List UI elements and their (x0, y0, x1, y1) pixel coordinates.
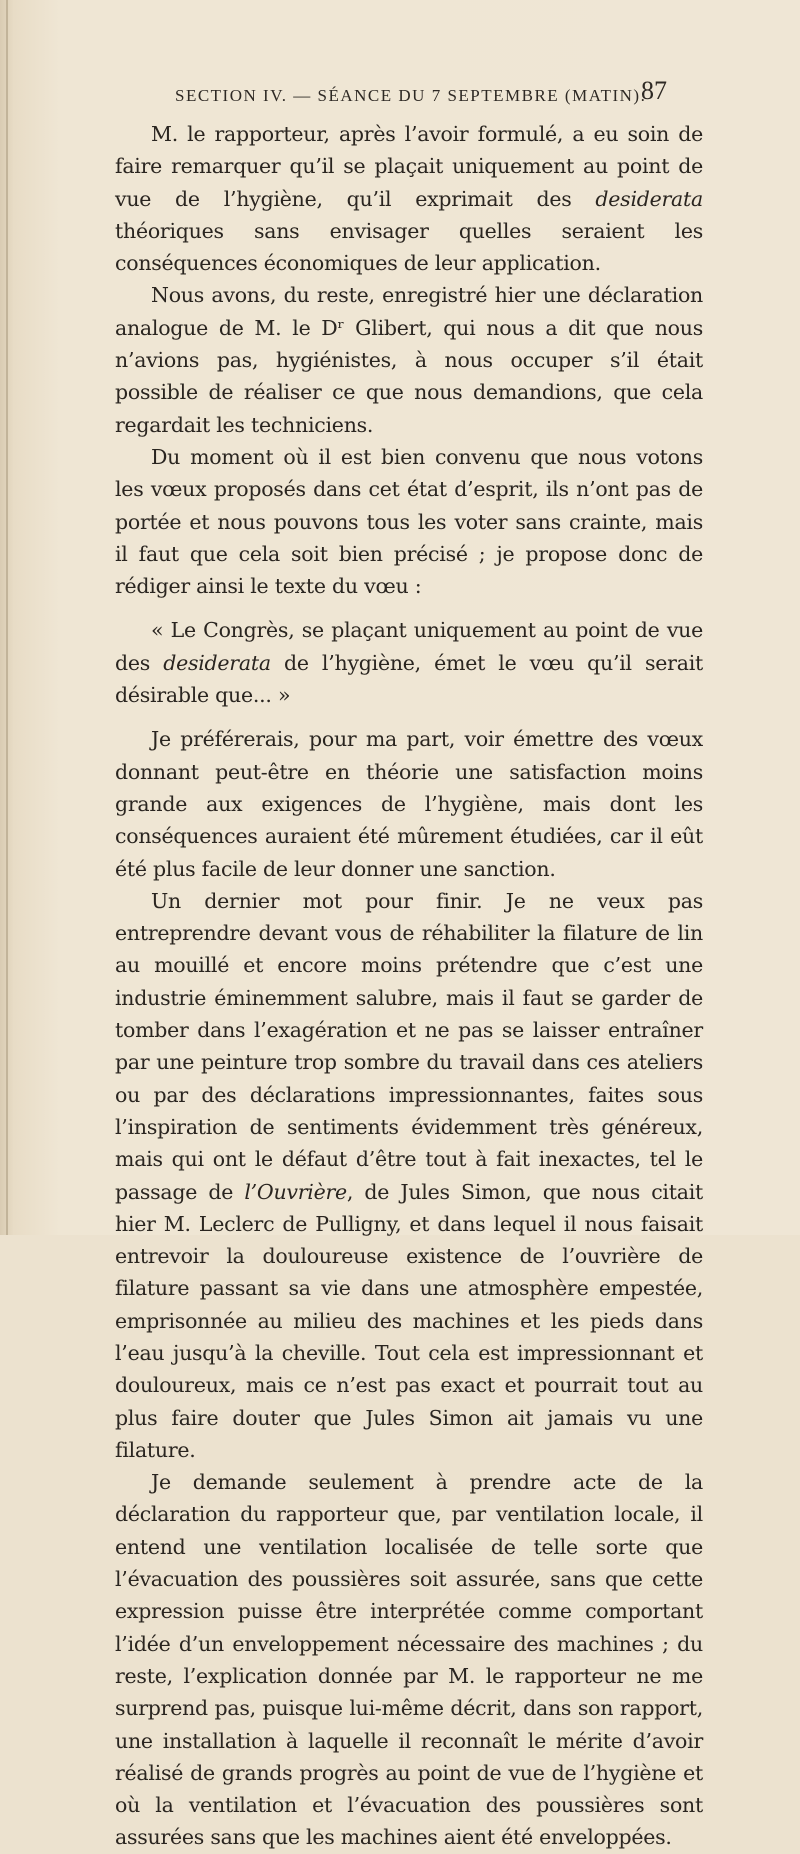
paragraph-vote: Du moment où il est bien convenu que nous votons les vœux proposés dans cet état d’esprit, ils n’ont pas de portée et nous pouvons tous les voter sans crainte, mais il faut que cela soit bien précisé ; je propose donc de rédiger ainsi le texte du vœu : (115, 444, 703, 599)
quote-text: de l’hygiène, émet le vœu qu’il serait désirable que... » (115, 650, 703, 708)
paragraph-preference: Je préférerais, pour ma part, voir émettre des vœux donnant peut-être en théorie une satisfaction moins grande aux exigences de l’hygiène, mais dont les conséquences auraient été mûrement étudiées, car il eût été plus facile de leur donner une sanction. (115, 727, 703, 881)
italic-term: desiderata (595, 186, 703, 211)
paragraph-glibert: Nous avons, du reste, enregistré hier une déclaration analogue de M. le Dʳ Glibert, qui nous a dit que nous n’avions pas, hygiénistes, à nous occuper s’il était possible de réaliser ce que nous demandions, que cela regardait les techniciens. (115, 283, 703, 437)
paragraph-ventilation: Je demande seulement à prendre acte de la déclaration du rapporteur que, par ventilation locale, il entend une ventilation localisée de telle sorte que l’évacuation des poussières soit assurée, sans que cette expression puisse être interprétée comme comportant l’idée d’un enveloppement nécessaire des machines ; du reste, l’explication donnée par M. le rapporteur ne me surprend pas, puisque lui-même décrit, dans son rapport, une installation à laquelle il reconnaît le mérite d’avoir réalisé de grands progrès au point de vue de l’hygiène et où la ventilation et l’évacuation des poussières sont assurées sans que les machines aient été enveloppées. (115, 1470, 703, 1850)
paragraph-quote (115, 614, 703, 711)
paragraph-last-word (115, 885, 703, 1466)
paragraph-text: , de Jules Simon, que nous citait hier M. Leclerc de Pulligny, et dans lequel il nous faisait entrevoir la douloureuse existence de l’ouvrière de filature passant sa vie dans une atmosphère empestée, emprisonnée au milieu des machines et les pieds dans l’eau jusqu’à la cheville. Tout cela est impressionnant et douloureux, mais ce n’est pas exact et pourrait tout au plus faire douter que Jules Simon ait jamais vu une filature. (115, 1179, 703, 1462)
paragraph-text: M. le rapporteur, après l’avoir formulé, a eu soin de faire remarquer qu’il se plaçait uniquement au point de vue de l’hygiène, qu’il exprimait des (115, 122, 703, 211)
paragraph-rapporteur (115, 118, 703, 279)
running-head: SECTION IV. — SÉANCE DU 7 SEPTEMBRE (MATIN). (175, 86, 647, 105)
body-text (115, 118, 703, 1854)
italic-title: l’Ouvrière (244, 1179, 347, 1204)
italic-term: desiderata (163, 650, 271, 675)
gutter-edge (6, 0, 8, 1235)
page-number: 87 (641, 76, 667, 105)
quote-text: « Le Congrès, se plaçant uniquement au point de vue des (115, 618, 703, 675)
paragraph-text: théoriques sans envisager quelles seraient les conséquences économiques de leur application. (115, 218, 703, 276)
paragraph-text: Un dernier mot pour finir. Je ne veux pas entreprendre devant vous de réhabiliter la filature de lin au mouillé et encore moins prétendre que c’est une industrie éminemment salubre, mais il faut se garder de tomber dans l’exagération et ne pas se laisser entraîner par une peinture trop sombre du travail dans ces ateliers ou par des déclarations impressionnantes, faites sous l’inspiration de sentiments évidemment très généreux, mais qui ont le défaut d’être tout à fait inexactes, tel le passage de (115, 888, 703, 1204)
